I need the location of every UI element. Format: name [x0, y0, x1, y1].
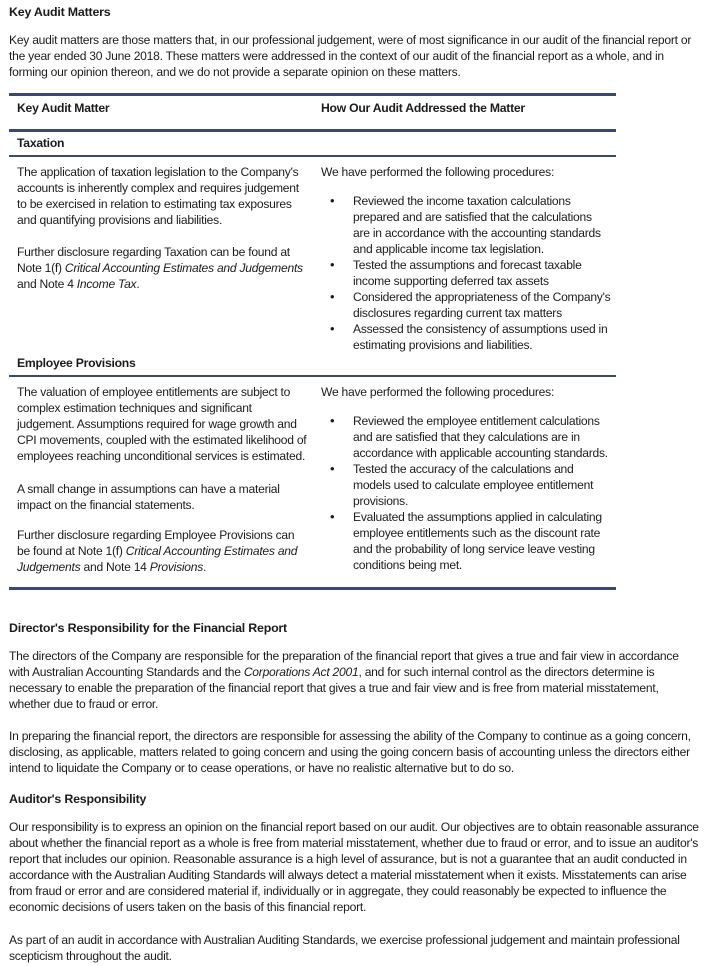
- employee-provisions-impact: A small change in assumptions can have a material impact on the financial statements.: [17, 482, 280, 512]
- employee-provisions-section-label: Employee Provisions: [17, 356, 136, 370]
- list-item: • Considered the appropriateness of the Company's disclosures regarding current tax matters: [321, 289, 611, 321]
- list-item: • Assessed the consistency of assumptions used in estimating provisions and liabilities.: [321, 321, 611, 353]
- list-item: • Reviewed the employee entitlement calculations and are satisfied that they calculations are in accordance with applicable accounting standards.: [321, 413, 611, 461]
- auditors-responsibility-paragraph-1: Our responsibility is to express an opinion on the financial report based on our audit. Our objectives are to obtain reasonable assurance about whether the financial report as a whole is free from material misstatement, whether due to fraud or error, and to issue an auditor's report that includes our opinion. Reasonable assurance is a high level of assurance, but is not a guarantee that an audit conducted in accordance with the Australian Auditing Standards will always detect a material misstatement when it exists. Misstatements can arise from fraud or error and are considered material if, individually or in aggregate, they could reasonably be expected to influence the economic decisions of users taken on the basis of this financial report.: [9, 820, 699, 914]
- header-bottom-rule: [9, 129, 616, 132]
- column-header-key-audit-matter: Key Audit Matter: [17, 101, 110, 115]
- employee-provisions-procedures-intro: We have performed the following procedures:: [321, 385, 555, 399]
- list-item: • Tested the assumptions and forecast taxable income supporting deferred tax assets: [321, 257, 611, 289]
- key-audit-matters-heading: Key Audit Matters: [9, 5, 111, 19]
- employee-provisions-description: The valuation of employee entitlements are subject to complex estimation techniques and significant judgement. Assumptions required for wage growth and CPI movements, coupled with the estimated likelihood of employees reaching unconditional services is estimated.: [17, 385, 307, 463]
- table-bottom-rule: [9, 587, 616, 590]
- employee-provisions-disclosure-note: Further disclosure regarding Employee Provisions can be found at Note 1(f) Critical Accounting Estimates and Judgements and Note 14 Provisions.: [17, 528, 298, 574]
- directors-responsibility-paragraph-1: The directors of the Company are responsible for the preparation of the financial report that gives a true and fair view in accordance with Australian Accounting Standards and the Corporations Act 2001, and for such internal control as the directors determine is necessary to enable the preparation of the financial report that gives a true and fair view and is free from material misstatement, whether due to fraud or error.: [9, 649, 679, 711]
- column-header-how-addressed: How Our Audit Addressed the Matter: [321, 101, 525, 115]
- taxation-disclosure-note: Further disclosure regarding Taxation can be found at Note 1(f) Critical Accounting Estimates and Judgements and Note 4 Income Tax.: [17, 245, 303, 291]
- taxation-procedures-list: [321, 193, 611, 353]
- employee-provisions-divider: [9, 375, 616, 377]
- auditors-responsibility-paragraph-2: As part of an audit in accordance with Australian Auditing Standards, we exercise professional judgement and maintain professional scepticism throughout the audit.: [9, 933, 680, 963]
- taxation-description: The application of taxation legislation to the Company's accounts is inherently complex and requires judgement to be exercised in relation to estimating tax exposures and quantifying provisions and liabilities.: [17, 165, 299, 227]
- directors-responsibility-paragraph-2: In preparing the financial report, the directors are responsible for assessing the ability of the Company to continue as a going concern, disclosing, as applicable, matters related to going concern and using the going concern basis of accounting unless the directors either intend to liquidate the Company or to cease operations, or have no realistic alternative but to do so.: [9, 729, 691, 775]
- list-item: • Evaluated the assumptions applied in calculating employee entitlements such as the discount rate and the probability of long service leave vesting conditions being met.: [321, 509, 611, 573]
- taxation-section-label: Taxation: [17, 136, 65, 150]
- table-top-rule: [9, 93, 616, 96]
- directors-responsibility-heading: Director's Responsibility for the Financial Report: [9, 621, 287, 635]
- employee-provisions-procedures-list: [321, 413, 611, 573]
- taxation-divider: [9, 155, 616, 157]
- list-item: • Reviewed the income taxation calculations prepared and are satisfied that the calculations are in accordance with the accounting standards and applicable income tax legislation.: [321, 193, 611, 257]
- key-audit-matters-intro: Key audit matters are those matters that, in our professional judgement, were of most significance in our audit of the financial report or the year ended 30 June 2018. These matters were addressed in the context of our audit of the financial report as a whole, and in forming our opinion thereon, and we do not provide a separate opinion on these matters.: [9, 33, 692, 79]
- taxation-procedures-intro: We have performed the following procedures:: [321, 165, 555, 179]
- list-item: • Tested the accuracy of the calculations and models used to calculate employee entitlement provisions.: [321, 461, 611, 509]
- auditors-responsibility-heading: Auditor's Responsibility: [9, 792, 147, 806]
